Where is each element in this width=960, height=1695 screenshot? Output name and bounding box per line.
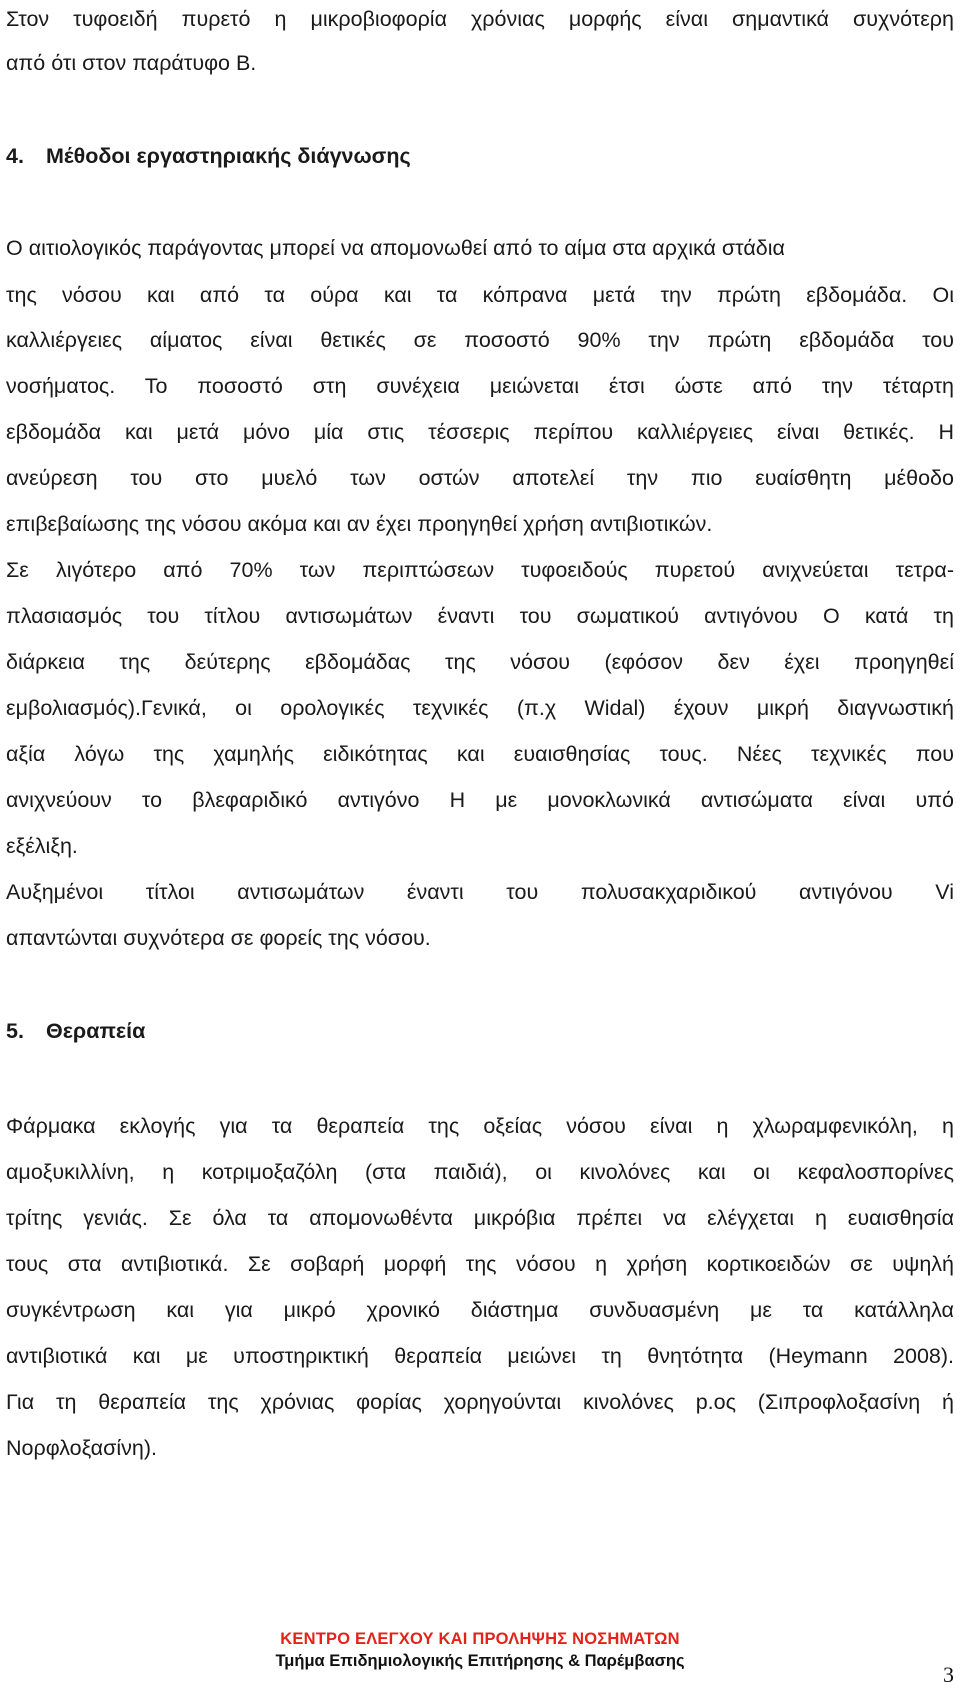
paragraph-line: πλασιασμός του τίτλου αντισωμάτων έναντι του σωματικού αντιγόνου Ο κατά τη: [6, 604, 954, 628]
paragraph-line: Φάρμακα εκλογής για τα θεραπεία της οξείας νόσου είναι η χλωραμφενικόλη, η: [6, 1114, 954, 1138]
paragraph-line: καλλιέργειες αίματος είναι θετικές σε ποσοστό 90% την πρώτη εβδομάδα του: [6, 328, 954, 352]
paragraph-line: αξία λόγω της χαμηλής ειδικότητας και ευαισθησίας τους. Νέες τεχνικές που: [6, 742, 954, 766]
section-title: Μέθοδοι εργαστηριακής διάγνωσης: [46, 144, 411, 168]
paragraph-line: συγκέντρωση και για μικρό χρονικό διάστημα συνδυασμένη με τα κατάλληλα: [6, 1298, 954, 1322]
paragraph-line: Στον τυφοειδή πυρετό η μικροβιοφορία χρόνιας μορφής είναι σημαντικά συχνότερη: [6, 7, 954, 31]
paragraph-line: της νόσου και από τα ούρα και τα κόπρανα μετά την πρώτη εβδομάδα. Οι: [6, 283, 954, 307]
section-number: 4.: [6, 144, 24, 168]
paragraph-line: Σε λιγότερο από 70% των περιπτώσεων τυφοειδούς πυρετού ανιχνεύεται τετρα-: [6, 558, 954, 582]
paragraph-line: ανεύρεση του στο μυελό των οστών αποτελεί την πιο ευαίσθητη μέθοδο: [6, 466, 954, 490]
section-heading-treatment: [6, 1016, 145, 1046]
section-title: Θεραπεία: [46, 1019, 146, 1043]
paragraph-line: τρίτης γενιάς. Σε όλα τα απομονωθέντα μικρόβια πρέπει να ελέγχεται η ευαισθησία: [6, 1206, 954, 1230]
paragraph-line: διάρκεια της δεύτερης εβδομάδας της νόσου (εφόσον δεν έχει προηγηθεί: [6, 650, 954, 674]
paragraph-line: Αυξημένοι τίτλοι αντισωμάτων έναντι του πολυσακχαριδικού αντιγόνου Vi: [6, 880, 954, 904]
paragraph-line: εβδομάδα και μετά μόνο μία στις τέσσερις περίπου καλλιέργειες είναι θετικές. Η: [6, 420, 954, 444]
page-number: 3: [943, 1662, 954, 1687]
paragraph-line: Για τη θεραπεία της χρόνιας φορίας χορηγούνται κινολόνες p.ος (Σιπροφλοξασίνη ή: [6, 1390, 954, 1414]
footer-department: Τμήμα Επιδημιολογικής Επιτήρησης & Παρέμβασης: [275, 1652, 685, 1670]
paragraph-line: εμβολιασμός).Γενικά, οι ορολογικές τεχνικές (π.χ Widal) έχουν μικρή διαγνωστική: [6, 696, 954, 720]
section-heading-diagnosis: [6, 141, 411, 171]
paragraph-line: ανιχνεύουν το βλεφαριδικό αντιγόνο Η με μονοκλωνικά αντισώματα είναι υπό: [6, 788, 954, 812]
footer-organization: ΚΕΝΤΡΟ ΕΛΕΓΧΟΥ ΚΑΙ ΠΡΟΛΗΨΗΣ ΝΟΣΗΜΑΤΩΝ: [280, 1630, 680, 1648]
paragraph-line: απαντώνται συχνότερα σε φορείς της νόσου.: [6, 926, 431, 950]
paragraph-line: Ο αιτιολογικός παράγοντας μπορεί να απομονωθεί από το αίμα στα αρχικά στάδια: [6, 236, 785, 260]
paragraph-line: νοσήματος. Το ποσοστό στη συνέχεια μειώνεται έτσι ώστε από την τέταρτη: [6, 374, 954, 398]
section-number: 5.: [6, 1019, 24, 1043]
paragraph-line: Νορφλοξασίνη).: [6, 1436, 157, 1460]
paragraph-line: από ότι στον παράτυφο Β.: [6, 51, 257, 75]
paragraph-line: εξέλιξη.: [6, 834, 78, 858]
paragraph-line: αντιβιοτικά και με υποστηρικτική θεραπεία μειώνει τη θνητότητα (Heymann 2008).: [6, 1344, 954, 1368]
paragraph-line: αμοξυκιλλίνη, η κοτριμοξαζόλη (στα παιδιά), οι κινολόνες και οι κεφαλοσπορίνες: [6, 1160, 954, 1184]
paragraph-line: επιβεβαίωσης της νόσου ακόμα και αν έχει προηγηθεί χρήση αντιβιοτικών.: [6, 512, 713, 536]
paragraph-line: τους στα αντιβιοτικά. Σε σοβαρή μορφή της νόσου η χρήση κορτικοειδών σε υψηλή: [6, 1252, 954, 1276]
